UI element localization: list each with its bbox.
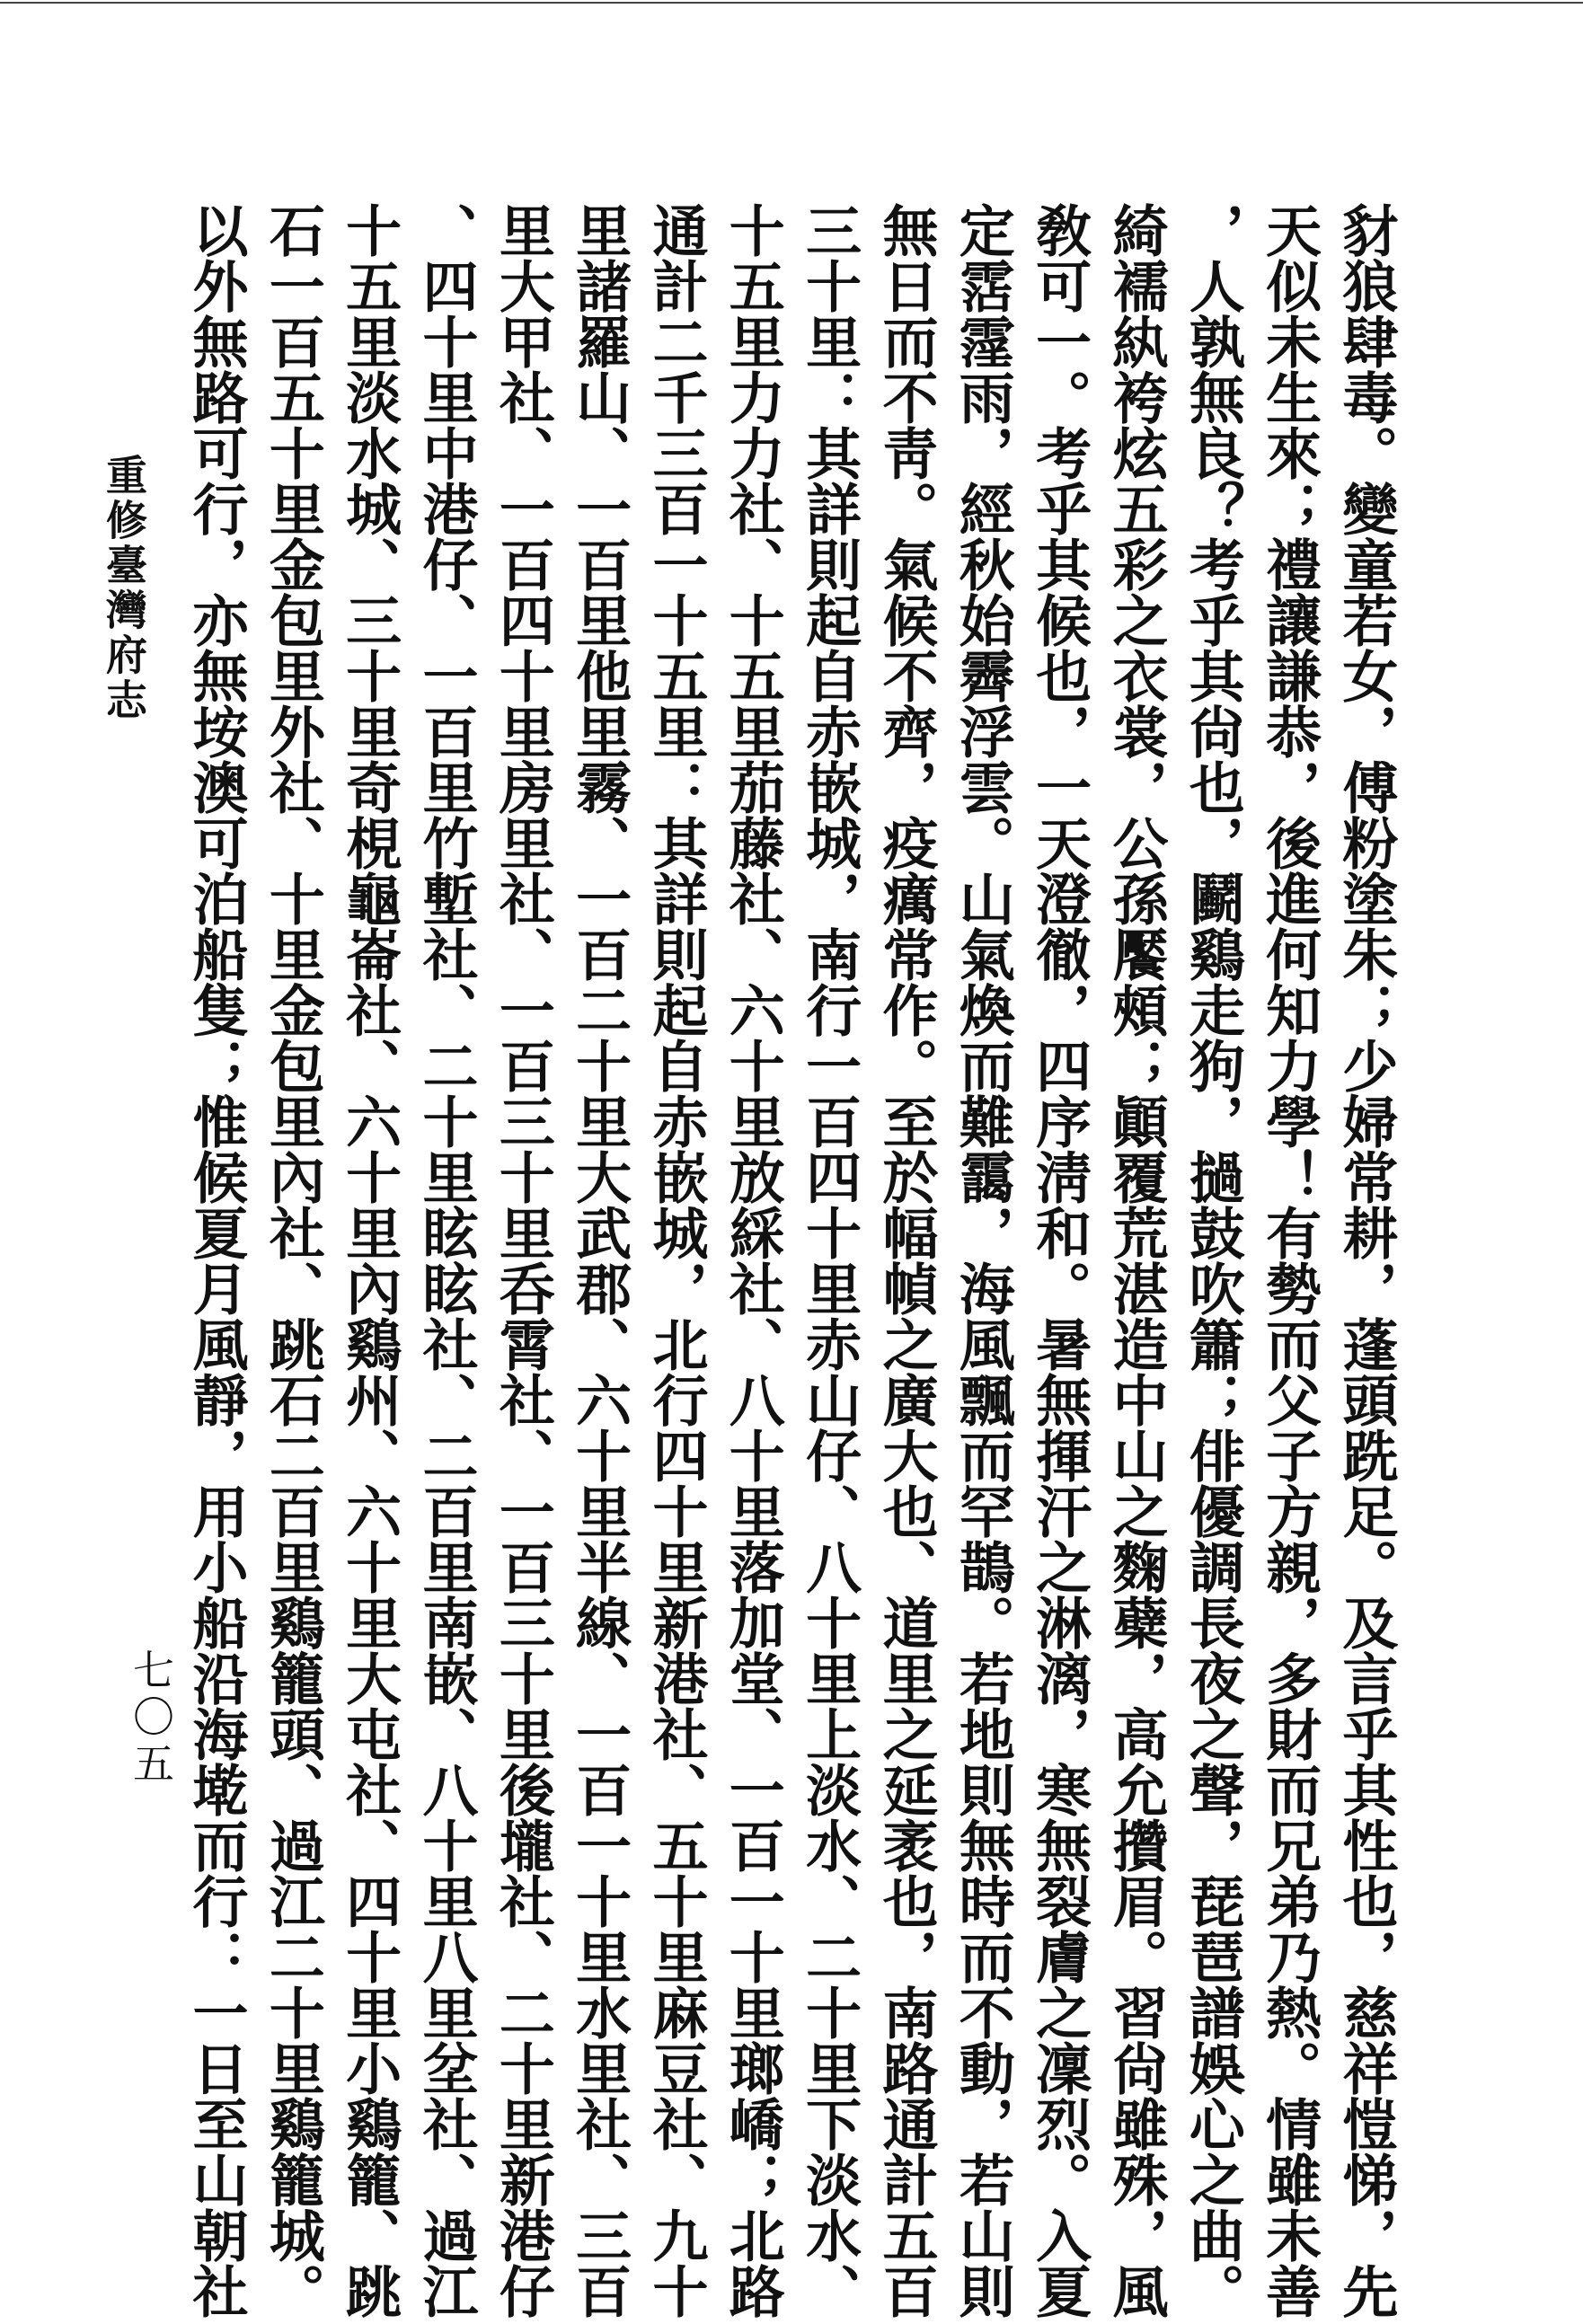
text-column: 三十里：其詳則起自赤嵌城，南行一百四十里赤山仔、八十里上淡水、二十里下淡水、 [796,202,862,2319]
text-column: 無日而不靑。氣候不齊，疫癘常作。至於幅幀之廣大也、道里之延袤也，南路通計五百 [872,202,939,2319]
text-column: 綺襦紈袴炫五彩之衣裳，公孫饜頰；顚覆荒湛造中山之麴蘗，高允攢眉。習尙雖殊，風 [1102,202,1169,2319]
text-column: 定霑霪雨，經秋始霽浮雲。山氣煥而難靄，海風飄而罕鵲。若地則無時而不動，若山則 [950,202,1016,2319]
text-column: 豺狼肆毒。變童若女，傅粉塗朱；少婦常耕，蓬頭跣足。及言乎其性也，慈祥愷悌，先 [1332,202,1399,2319]
text-column: 通計二千三百一十五里：其詳則起自赤嵌城，北行四十里新港社、五十里麻豆社、九十 [642,202,709,2319]
text-column: 敎可一。考乎其候也，一天澄徹，四序淸和。暑無揮汗之淋漓，寒無裂膚之凜烈。入夏 [1026,202,1092,2319]
text-column: 里諸羅山、一百里他里霧、一百二十里大武郡、六十里半線、一百一十里水里社、三百 [566,202,632,2319]
body-text [180,202,1402,2319]
text-column: 十五里淡水城、三十里奇梘龜崙社、六十里內鷄州、六十里大屯社、四十里小鷄籠、跳 [336,202,402,2319]
text-column: 石一百五十里金包里外社、十里金包里內社、跳石二百里鷄籠頭、過江二十里鷄籠城。 [260,202,326,2319]
page-number: 七〇五 [127,1648,175,1789]
text-column: 以外無路可行，亦無垵澳可泊船隻；惟候夏月風靜，用小船沿海墘而行：一日至山朝社 [183,202,249,2319]
top-border-line [0,2,1583,4]
text-column: ，人孰無良？考乎其尙也，鬬鷄走狗，撾鼓吹簫；俳優調長夜之聲，琵琶譜娛心之曲。 [1180,202,1246,2319]
text-column: 十五里力力社、十五里茄藤社、六十里放綵社、八十里落加堂、一百一十里瑯嶠；北路 [720,202,786,2319]
text-column: 里大甲社、一百四十里房里社、一百三十里呑霄社、一百三十里後壠社、二十里新港仔 [490,202,556,2319]
text-column: 、四十里中港仔、一百里竹塹社、二十里眩眩社、二百里南嵌、八十里八里坌社、過江 [412,202,479,2319]
book-title: 重修臺灣府志 [100,454,148,723]
text-column: 天似未生來；禮讓謙恭，後進何知力學！有勢而父子方親，多財而兄弟乃熱。情雖未善 [1256,202,1322,2319]
